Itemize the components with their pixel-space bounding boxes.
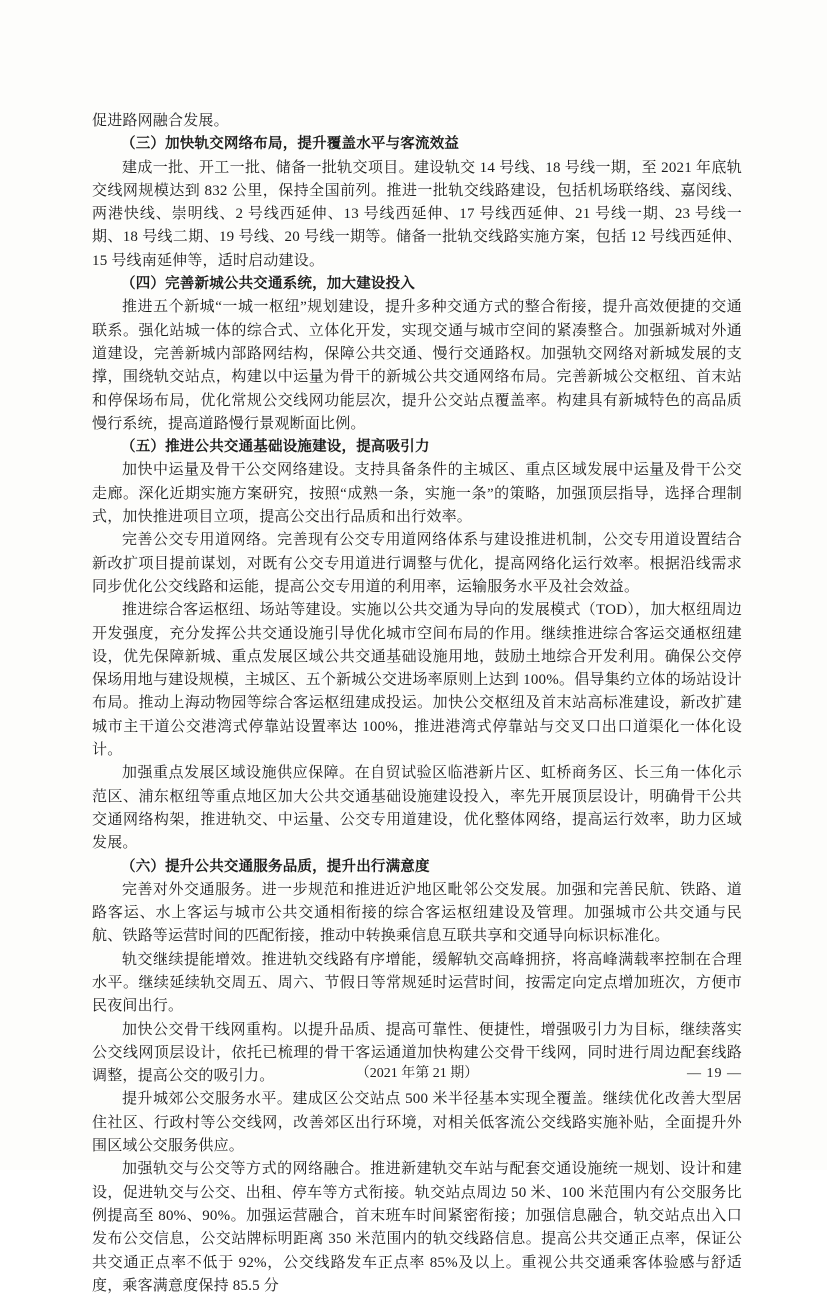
paragraph: 加强重点发展区域设施供应保障。在自贸试验区临港新片区、虹桥商务区、长三角一体化示范区、浦东枢纽等重点地区加大公共交通基础设施建设投入，率先开展顶层设计，明确骨干公共交通网络构架，推进轨交、中运量、公交专用道建设，优化整体网络，提高运行效率，助力区域发展。 bbox=[92, 765, 742, 852]
paragraph: 完善对外交通服务。进一步规范和推进近沪地区毗邻公交发展。加强和完善民航、铁路、道路客运、水上客运与城市公共交通相衔接的综合客运枢纽建设及管理。加强城市公共交通与民航、铁路等运营时间的匹配衔接，推动中转换乘信息互联共享和交通导向标识标准化。 bbox=[92, 881, 742, 945]
footer-page-number: — 19 — bbox=[687, 1066, 742, 1081]
paragraph: 完善公交专用道网络。完善现有公交专用道网络体系与建设推进机制，公交专用道设置结合新改扩项目提前谋划，对既有公交专用道进行调整与优化，提高网络化运行效率。根据沿线需求同步优化公交线路和运能，提高公交专用道的利用率，运输服务水平及社会效益。 bbox=[92, 532, 742, 595]
section-heading: （五）推进公共交通基础设施建设，提高吸引力 bbox=[121, 439, 430, 456]
footer-issue-label: （2021 年第 21 期） bbox=[355, 1066, 479, 1081]
paragraph: 建成一批、开工一批、储备一批轨交项目。建设轨交 14 号线、18 号线一期，至 2021 年底轨交线网规模达到 832 公里，保持全国前列。推进一批轨交线路建设，包括机场联络线、嘉闵线、两港快线、崇明线、2 号线西延伸、13 号线西延伸、17 号线西延伸、21 号线一期、23 号线一期、18 号线二期、19 号线、20 号线一期等。储备一批轨交线路实施方案，包括 12 号线西延伸、15 号线南延伸等，适时启动建设。 bbox=[92, 159, 742, 269]
paragraph: 推进综合客运枢纽、场站等建设。实施以公共交通为导向的发展模式（TOD），加大枢纽周边开发强度，充分发挥公共交通设施引导优化城市空间布局的作用。继续推进综合客运交通枢纽建设，优先保障新城、重点发展区域公共交通基础设施用地，鼓励土地综合开发利用。确保公交停保场用地与建设规模，主城区、五个新城公交进场率原则上达到 100%。倡导集约立体的场站设计布局。推动上海动物园等综合客运枢纽建成投运。加快公交枢纽及首末站高标准建设，新改扩建城市主干道公交港湾式停靠站设置率达 100%，推进港湾式停靠站与交叉口出口道渠化一体化设计。 bbox=[92, 602, 742, 759]
document-body bbox=[92, 110, 742, 1298]
section-heading: （三）加快轨交网络布局，提升覆盖水平与客流效益 bbox=[121, 136, 460, 153]
section-heading: （四）完善新城公共交通系统，加大建设投入 bbox=[121, 276, 415, 293]
paragraph: 轨交继续提能增效。推进轨交线路有序增能，缓解轨交高峰拥挤，将高峰满载率控制在合理水平。继续延续轨交周五、周六、节假日等常规延时运营时间，按需定向定点增加班次，方便市民夜间出行。 bbox=[92, 951, 742, 1015]
paragraph: 加快中运量及骨干公交网络建设。支持具备条件的主城区、重点区域发展中运量及骨干公交走廊。深化近期实施方案研究，按照“成熟一条，实施一条”的策略，加强顶层指导，选择合理制式，加快推进项目立项，提高公交出行品质和出行效率。 bbox=[92, 462, 742, 526]
section-heading: （六）提升公共交通服务品质，提升出行满意度 bbox=[121, 858, 430, 875]
paragraph: 促进路网融合发展。 bbox=[92, 113, 229, 129]
page-footer bbox=[92, 1062, 742, 1086]
paragraph: 加强轨交与公交等方式的网络融合。推进新建轨交车站与配套交通设施统一规划、设计和建设，促进轨交与公交、出租、停车等方式衔接。轨交站点周边 50 米、100 米范围内有公交服务比例提高至 80%、90%。加强运营融合，首末班车时间紧密衔接；加强信息融合，轨交站点出入口发布公交信息，公交站牌标明距离 350 米范围内的轨交线路信息。提高公共交通正点率，保证公共交通正点率不低于 92%，公交线路发车正点率 85%及以上。重视公共交通乘客体验感与舒适度，乘客满意度保持 85.5 分 bbox=[92, 1161, 742, 1294]
paragraph: 加快公交骨干线网重构。以提升品质、提高可靠性、便捷性，增强吸引力为目标，继续落实公交线网顶层设计，依托已梳理的骨干客运通道加快构建公交骨干线网，同时进行周边配套线路调整，提高公交的吸引力。 bbox=[92, 1021, 742, 1085]
paragraph: 推进五个新城“一城一枢纽”规划建设，提升多种交通方式的整合衔接，提升高效便捷的交通联系。强化站城一体的综合式、立体化开发，实现交通与城市空间的紧凑整合。加强新城对外通道建设，完善新城内部路网结构，保障公共交通、慢行交通路权。加强轨交网络对新城发展的支撑，围绕轨交站点，构建以中运量为骨干的新城公共交通网络布局。完善新城公交枢纽、首末站和停保场布局，优化常规公交线网功能层次，提升公交站点覆盖率。构建具有新城特色的高品质慢行系统，提高道路慢行景观断面比例。 bbox=[92, 299, 742, 432]
paragraph: 提升城郊公交服务水平。建成区公交站点 500 米半径基本实现全覆盖。继续优化改善大型居住社区、行政村等公交线网，改善郊区出行环境，对相关低客流公交线路实施补贴，全面提升外围区域公交服务供应。 bbox=[92, 1091, 742, 1155]
